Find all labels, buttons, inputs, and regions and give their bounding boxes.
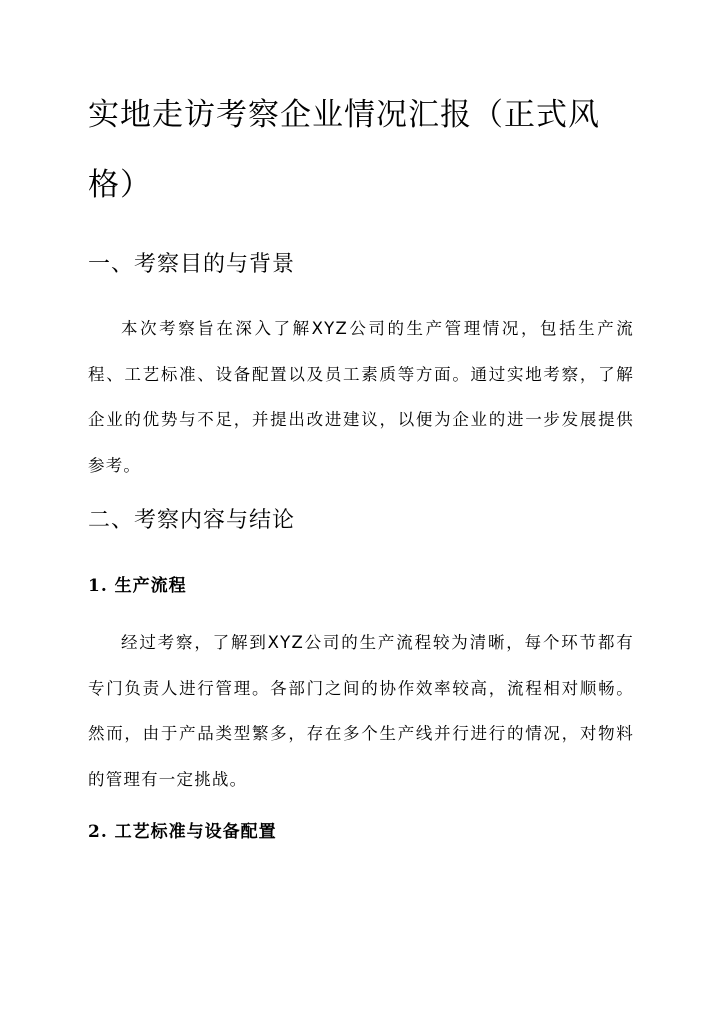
subsection-heading-process-equipment: 2. 工艺标准与设备配置: [88, 822, 277, 842]
section-heading-purpose: 一、考察目的与背景: [88, 252, 296, 277]
subsection-heading-production-flow: 1. 生产流程: [88, 576, 187, 596]
subsection-paragraph-production-flow: 经过考察，了解到XYZ公司的生产流程较为清晰，每个环节都有专门负责人进行管理。各部门之间的协作效率较高，流程相对顺畅。然而，由于产品类型繁多，存在多个生产线并行进行的情况，对物料的管理有一定挑战。: [88, 633, 634, 789]
section-heading-content: 二、考察内容与结论: [88, 508, 296, 533]
document-title: 实地走访考察企业情况汇报（正式风格）: [88, 97, 600, 203]
section-paragraph-purpose: 本次考察旨在深入了解XYZ公司的生产管理情况，包括生产流程、工艺标准、设备配置以及员工素质等方面。通过实地考察，了解企业的优势与不足，并提出改进建议，以便为企业的进一步发展提供参考。: [88, 319, 634, 475]
